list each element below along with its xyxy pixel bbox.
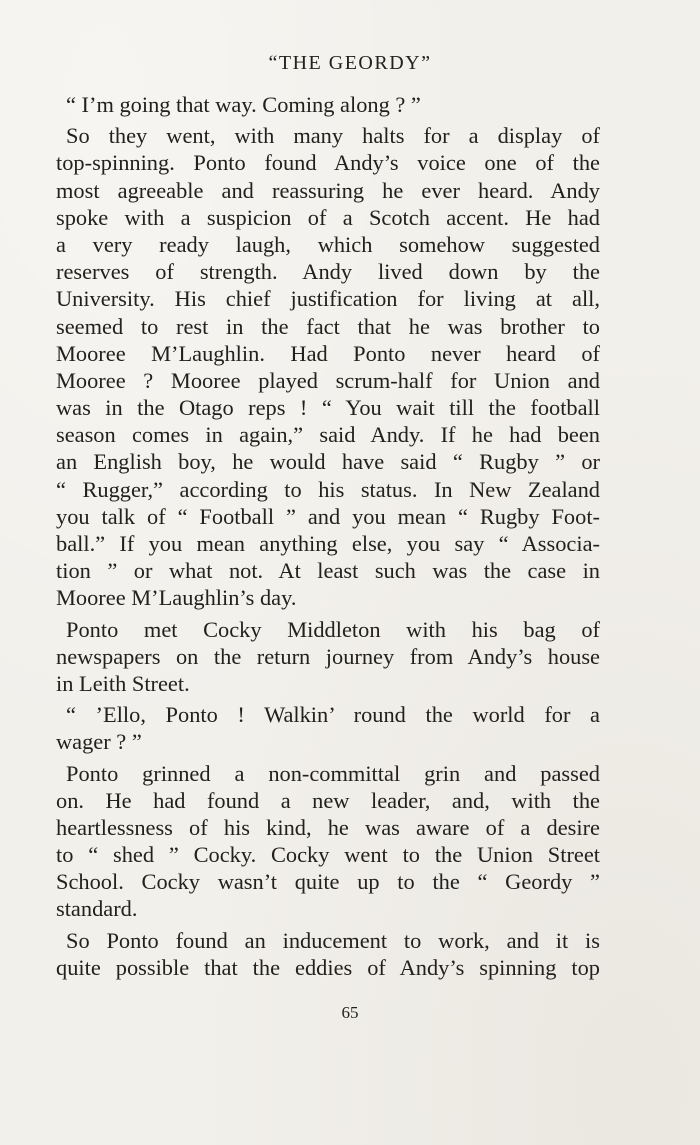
text-line: spoke with a suspicion of a Scotch accent. He had <box>56 204 600 230</box>
text-line: wager ? ” <box>56 729 142 755</box>
text-line: “ I’m going that way. Coming along ? ” <box>66 92 421 117</box>
text-line: on. He had found a new leader, and, with the <box>56 787 600 813</box>
text-line: quite possible that the eddies of Andy’s spinning top <box>56 954 600 980</box>
text-line: University. His chief justification for living at all, <box>56 286 600 312</box>
text-line: was in the Otago reps ! “ You wait till the football <box>56 395 600 421</box>
running-head: “THE GEORDY” <box>268 52 432 74</box>
paragraph <box>56 927 600 981</box>
page-number: 65 <box>341 1003 359 1022</box>
text-line: seemed to rest in the fact that he was brother to <box>56 313 600 339</box>
text-line: Mooree M’Laughlin’s day. <box>56 585 297 611</box>
text-line: to “ shed ” Cocky. Cocky went to the Union Street <box>56 842 600 868</box>
text-line: in Leith Street. <box>56 670 190 696</box>
text-line: Ponto grinned a non-committal grin and passed <box>66 760 600 786</box>
paragraph <box>56 91 600 118</box>
text-line: “ ’Ello, Ponto ! Walkin’ round the world for a <box>66 702 600 728</box>
paragraph <box>56 701 600 755</box>
text-line: So Ponto found an inducement to work, and it is <box>66 927 600 953</box>
text-line: Mooree ? Mooree played scrum-half for Union and <box>56 367 600 393</box>
text-line: reserves of strength. Andy lived down by the <box>56 259 600 285</box>
text-line: heartlessness of his kind, he was aware of a desire <box>56 814 600 840</box>
text-line: ball.” If you mean anything else, you say “ Associa- <box>56 531 600 556</box>
text-line: standard. <box>56 896 138 922</box>
text-line: Mooree M’Laughlin. Had Ponto never heard of <box>56 340 600 366</box>
text-line: most agreeable and reassuring he ever heard. Andy <box>56 177 600 203</box>
body-text <box>56 91 600 985</box>
text-line: a very ready laugh, which somehow suggested <box>56 231 600 257</box>
text-line: “ Rugger,” according to his status. In New Zealand <box>56 476 600 502</box>
text-line: tion ” or what not. At least such was the case in <box>56 558 600 584</box>
text-line: season comes in again,” said Andy. If he had been <box>56 422 600 448</box>
text-line: Ponto met Cocky Middleton with his bag of <box>66 616 600 642</box>
text-line: you talk of “ Football ” and you mean “ Rugby Foot- <box>56 503 600 529</box>
text-line: top-spinning. Ponto found Andy’s voice one of the <box>56 150 600 176</box>
text-line: newspapers on the return journey from Andy’s house <box>56 643 600 669</box>
paragraph <box>56 616 600 698</box>
paragraph <box>56 760 600 923</box>
paragraph <box>56 122 600 611</box>
text-line: an English boy, he would have said “ Rugby ” or <box>56 449 600 475</box>
text-line: School. Cocky wasn’t quite up to the “ Geordy ” <box>56 869 600 895</box>
text-line: So they went, with many halts for a display of <box>66 123 600 149</box>
